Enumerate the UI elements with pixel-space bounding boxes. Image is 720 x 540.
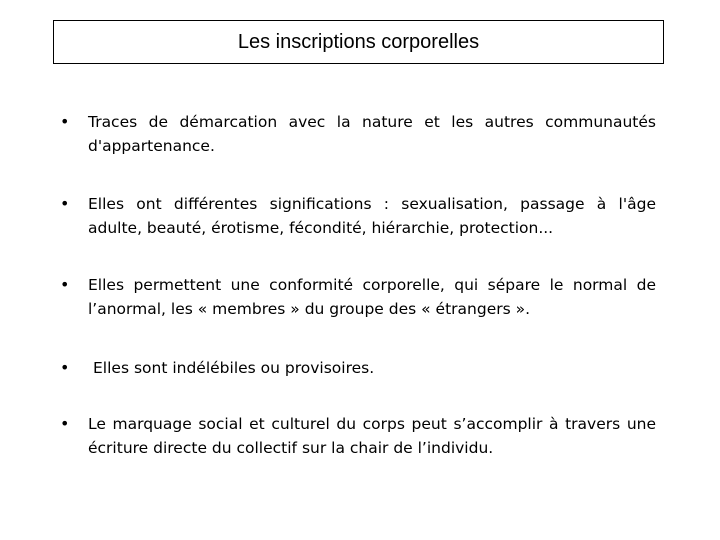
bullet-item <box>60 273 656 321</box>
bullet-item <box>60 356 656 380</box>
bullet-text: Traces de démarcation avec la nature et les autres communautés d'appartenance. <box>88 113 656 155</box>
slide-title: Les inscriptions corporelles <box>237 31 480 53</box>
bullet-item <box>60 412 656 460</box>
bullet-text: Elles sont indélébiles ou provisoires. <box>93 359 375 377</box>
bullet-text: Elles ont différentes significations : sexualisation, passage à l'âge adulte, beauté, érotisme, fécondité, hiérarchie, protection... <box>88 195 656 237</box>
bullet-item <box>60 192 656 240</box>
bullet-text: Elles permettent une conformité corporelle, qui sépare le normal de l’anormal, les « membres » du groupe des « étrangers ». <box>88 276 656 318</box>
bullet-item <box>60 110 656 158</box>
bullet-text: Le marquage social et culturel du corps peut s’accomplir à travers une écriture directe du collectif sur la chair de l’individu. <box>88 415 656 457</box>
bullet-dot-icon: • <box>60 275 70 294</box>
bullet-dot-icon: • <box>60 358 70 377</box>
bullet-dot-icon: • <box>60 194 70 213</box>
bullet-dot-icon: • <box>60 112 70 131</box>
bullet-dot-icon: • <box>60 414 70 433</box>
